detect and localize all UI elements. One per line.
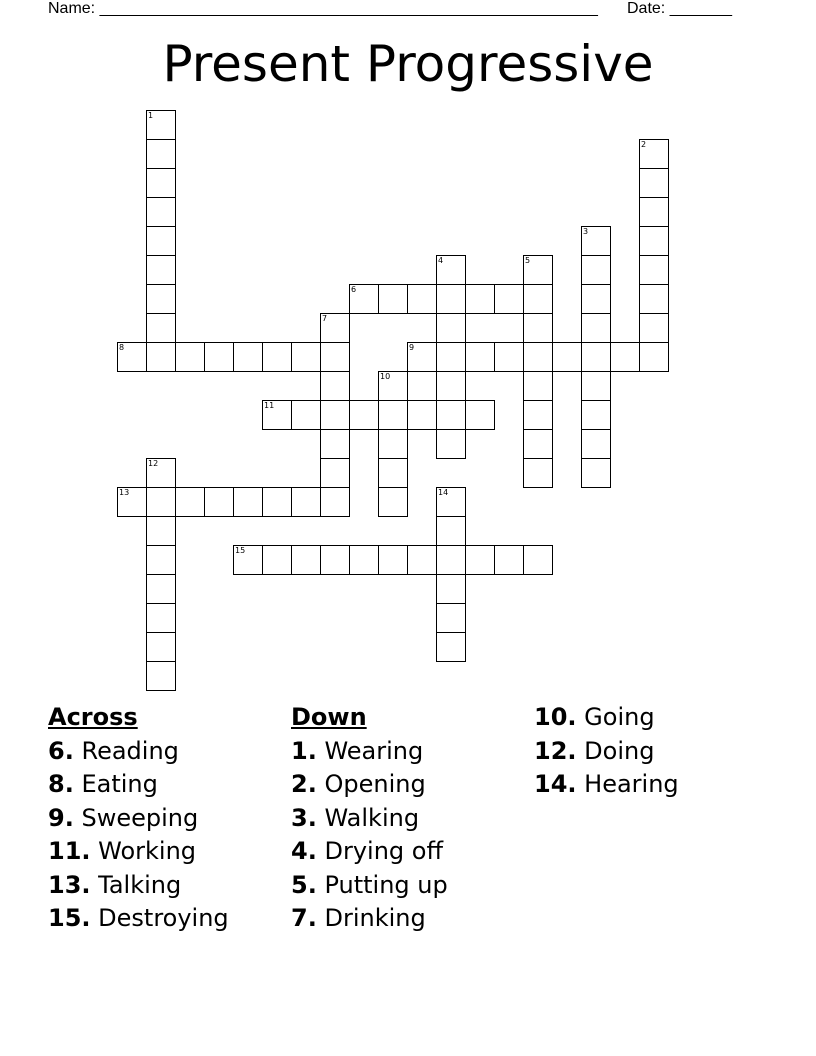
across-clues <box>48 701 229 936</box>
grid-cell[interactable] <box>175 487 205 517</box>
grid-cell[interactable] <box>320 371 350 401</box>
grid-cell[interactable] <box>465 545 495 575</box>
clue-number: 12. <box>534 736 577 765</box>
down-clue <box>291 835 448 869</box>
clue-number: 2. <box>291 770 317 798</box>
clue-text: Working <box>98 837 197 865</box>
grid-cell[interactable] <box>146 458 176 488</box>
grid-cell[interactable] <box>146 632 176 662</box>
grid-cell[interactable] <box>233 342 263 372</box>
grid-cell-number: 15 <box>235 546 246 555</box>
grid-cell[interactable] <box>320 487 350 517</box>
grid-cell[interactable] <box>610 342 640 372</box>
grid-cell[interactable] <box>581 284 611 314</box>
grid-cell[interactable] <box>146 226 176 256</box>
clue-text: Eating <box>81 770 158 798</box>
grid-cell[interactable] <box>523 429 553 459</box>
grid-cell[interactable] <box>378 284 408 314</box>
grid-cell-number: 11 <box>264 401 275 410</box>
grid-cell[interactable] <box>146 516 176 546</box>
across-clue <box>48 902 229 936</box>
grid-cell[interactable] <box>436 429 466 459</box>
grid-cell[interactable] <box>204 342 234 372</box>
grid-cell[interactable] <box>436 574 466 604</box>
grid-cell[interactable] <box>320 400 350 430</box>
clue-number: 7. <box>291 904 317 932</box>
grid-cell[interactable] <box>581 313 611 343</box>
clue-number: 14. <box>534 770 577 798</box>
grid-cell[interactable] <box>436 400 466 430</box>
grid-cell[interactable] <box>639 226 669 256</box>
clue-text: Walking <box>324 803 420 832</box>
grid-cell[interactable] <box>523 342 553 372</box>
grid-cell-number: 8 <box>119 343 125 352</box>
clue-number: 11. <box>48 837 91 865</box>
grid-cell[interactable] <box>291 487 321 517</box>
down-heading: Down <box>291 703 367 731</box>
clue-number: 4. <box>291 837 317 865</box>
across-clue <box>48 768 229 802</box>
grid-cell[interactable] <box>581 255 611 285</box>
clue-text: Drying off <box>324 837 443 865</box>
grid-cell[interactable] <box>494 284 524 314</box>
clue-number: 9. <box>48 803 74 832</box>
down-clue <box>291 902 448 936</box>
grid-cell[interactable] <box>523 545 553 575</box>
grid-cell-number: 12 <box>148 459 159 468</box>
grid-cell[interactable] <box>146 110 176 140</box>
grid-cell[interactable] <box>436 632 466 662</box>
grid-cell[interactable] <box>494 342 524 372</box>
grid-cell[interactable] <box>291 545 321 575</box>
grid-cell-number: 5 <box>525 256 531 265</box>
grid-cell[interactable] <box>146 545 176 575</box>
grid-cell[interactable] <box>378 371 408 401</box>
grid-cell[interactable] <box>436 313 466 343</box>
grid-cell-number: 9 <box>409 343 415 352</box>
grid-cell[interactable] <box>262 400 292 430</box>
grid-cell[interactable] <box>320 342 350 372</box>
grid-cell[interactable] <box>262 342 292 372</box>
clue-text: Doing <box>584 736 655 765</box>
grid-cell[interactable] <box>320 313 350 343</box>
grid-cell[interactable] <box>262 545 292 575</box>
grid-cell[interactable] <box>436 603 466 633</box>
grid-cell[interactable] <box>523 284 553 314</box>
grid-cell[interactable] <box>291 400 321 430</box>
grid-cell[interactable] <box>349 284 379 314</box>
clue-text: Destroying <box>98 904 229 932</box>
down-clues-continued <box>534 701 679 802</box>
across-clue <box>48 735 229 769</box>
grid-cell[interactable] <box>175 342 205 372</box>
grid-cell[interactable] <box>233 487 263 517</box>
grid-cell[interactable] <box>552 342 582 372</box>
down-clue <box>291 802 448 836</box>
grid-cell-number: 10 <box>380 372 391 381</box>
clue-text: Talking <box>98 870 182 899</box>
grid-cell[interactable] <box>436 284 466 314</box>
clue-number: 3. <box>291 803 317 832</box>
grid-cell-number: 1 <box>148 111 154 120</box>
grid-cell[interactable] <box>581 400 611 430</box>
grid-cell[interactable] <box>523 371 553 401</box>
grid-cell[interactable] <box>146 284 176 314</box>
grid-cell[interactable] <box>523 400 553 430</box>
grid-cell[interactable] <box>436 487 466 517</box>
grid-cell[interactable] <box>117 342 147 372</box>
grid-cell[interactable] <box>146 574 176 604</box>
grid-cell-number: 2 <box>641 140 647 149</box>
grid-cell[interactable] <box>639 168 669 198</box>
across-clue <box>48 869 229 903</box>
grid-cell[interactable] <box>639 342 669 372</box>
grid-cell[interactable] <box>436 545 466 575</box>
grid-cell[interactable] <box>320 429 350 459</box>
clue-number: 15. <box>48 904 91 932</box>
grid-cell[interactable] <box>523 255 553 285</box>
grid-cell[interactable] <box>407 400 437 430</box>
clue-number: 10. <box>534 703 577 731</box>
grid-cell[interactable] <box>378 487 408 517</box>
down-clue <box>534 768 679 802</box>
grid-cell[interactable] <box>639 284 669 314</box>
grid-cell[interactable] <box>639 255 669 285</box>
clue-number: 6. <box>48 736 74 765</box>
grid-cell[interactable] <box>407 545 437 575</box>
grid-cell[interactable] <box>117 487 147 517</box>
across-clue <box>48 802 229 836</box>
grid-cell[interactable] <box>233 545 263 575</box>
grid-cell[interactable] <box>146 313 176 343</box>
clue-text: Drinking <box>324 904 426 932</box>
grid-cell[interactable] <box>436 516 466 546</box>
grid-cell[interactable] <box>581 458 611 488</box>
across-heading: Across <box>48 703 138 731</box>
across-clue <box>48 835 229 869</box>
grid-cell[interactable] <box>465 400 495 430</box>
grid-cell-number: 4 <box>438 256 444 265</box>
grid-cell[interactable] <box>349 545 379 575</box>
down-clue <box>534 735 679 769</box>
grid-cell[interactable] <box>146 342 176 372</box>
grid-cell-number: 6 <box>351 285 357 294</box>
grid-cell[interactable] <box>581 226 611 256</box>
grid-cell[interactable] <box>204 487 234 517</box>
grid-cell[interactable] <box>378 429 408 459</box>
clue-text: Reading <box>81 736 179 765</box>
grid-cell[interactable] <box>465 342 495 372</box>
grid-cell[interactable] <box>639 139 669 169</box>
grid-cell[interactable] <box>378 458 408 488</box>
down-clue <box>291 735 448 769</box>
grid-cell[interactable] <box>378 545 408 575</box>
down-clues <box>291 701 448 936</box>
grid-cell[interactable] <box>291 342 321 372</box>
clue-text: Wearing <box>324 736 424 765</box>
clue-text: Going <box>584 703 655 731</box>
grid-cell[interactable] <box>146 255 176 285</box>
clue-number: 1. <box>291 736 317 765</box>
grid-cell[interactable] <box>407 284 437 314</box>
down-clue <box>291 768 448 802</box>
grid-cell[interactable] <box>436 371 466 401</box>
grid-cell[interactable] <box>146 197 176 227</box>
grid-cell[interactable] <box>581 429 611 459</box>
name-field-label: Name: ________________________________________________________ <box>48 0 598 17</box>
down-clue <box>291 869 448 903</box>
date-field-label: Date: _______ <box>627 0 732 17</box>
grid-cell[interactable] <box>320 545 350 575</box>
grid-cell[interactable] <box>146 487 176 517</box>
grid-cell[interactable] <box>407 342 437 372</box>
page-title: Present Progressive <box>162 35 654 93</box>
grid-cell[interactable] <box>146 661 176 691</box>
grid-cell[interactable] <box>639 197 669 227</box>
grid-cell[interactable] <box>436 342 466 372</box>
grid-cell[interactable] <box>146 603 176 633</box>
grid-cell-number: 7 <box>322 314 328 323</box>
grid-cell-number: 3 <box>583 227 589 236</box>
clue-text: Sweeping <box>81 803 199 832</box>
clue-number: 8. <box>48 770 74 798</box>
clue-number: 13. <box>48 870 91 899</box>
down-clue <box>534 701 679 735</box>
grid-cell[interactable] <box>146 139 176 169</box>
grid-cell[interactable] <box>146 168 176 198</box>
grid-cell[interactable] <box>581 371 611 401</box>
clue-text: Putting up <box>324 870 448 899</box>
grid-cell-number: 14 <box>438 488 449 497</box>
clue-text: Opening <box>324 770 426 798</box>
grid-cell[interactable] <box>639 313 669 343</box>
grid-cell[interactable] <box>349 400 379 430</box>
grid-cell[interactable] <box>262 487 292 517</box>
grid-cell-number: 13 <box>119 488 130 497</box>
grid-cell[interactable] <box>378 400 408 430</box>
grid-cell[interactable] <box>581 342 611 372</box>
clue-text: Hearing <box>584 770 679 798</box>
grid-cell[interactable] <box>465 284 495 314</box>
grid-cell[interactable] <box>523 458 553 488</box>
grid-cell[interactable] <box>523 313 553 343</box>
grid-cell[interactable] <box>436 255 466 285</box>
grid-cell[interactable] <box>494 545 524 575</box>
clue-number: 5. <box>291 870 317 899</box>
grid-cell[interactable] <box>320 458 350 488</box>
